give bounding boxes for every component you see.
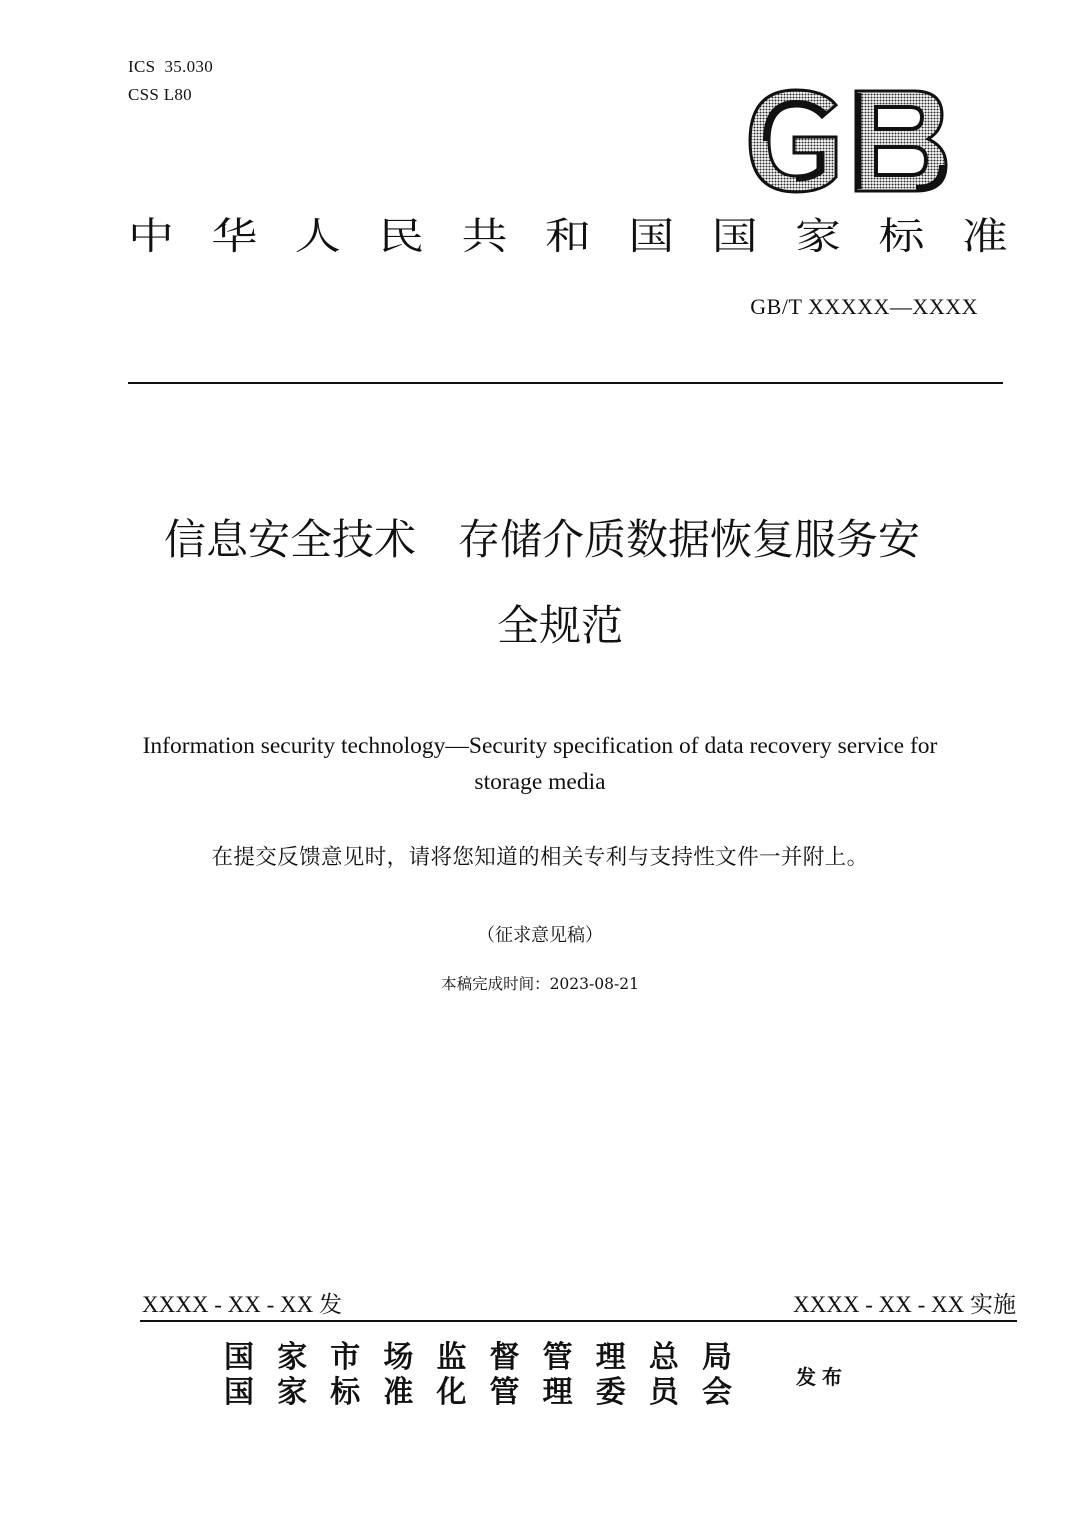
issuing-org-1 bbox=[224, 1340, 732, 1376]
national-standard-title-char: 国 bbox=[628, 213, 675, 259]
gb-logo-graphic bbox=[744, 87, 952, 195]
issuing-org-2-char: 标 bbox=[330, 1375, 361, 1410]
css-code: CSS L80 bbox=[128, 85, 192, 104]
issuing-org-1-char: 理 bbox=[595, 1340, 626, 1375]
national-standard-title-char: 标 bbox=[878, 213, 925, 259]
issuing-org-2-char: 委 bbox=[595, 1375, 626, 1410]
national-standard-title-char: 华 bbox=[211, 213, 258, 259]
issuing-org-1-char: 管 bbox=[542, 1340, 573, 1375]
national-standard-title bbox=[128, 206, 1008, 266]
issuing-org-1-char: 市 bbox=[330, 1340, 361, 1375]
chinese-title-line-1: 信息安全技术 存储介质数据恢复服务安 bbox=[163, 515, 920, 564]
draft-label: （征求意见稿） bbox=[477, 925, 603, 946]
national-standard-title-char: 共 bbox=[461, 213, 508, 259]
issuing-org-2-char: 化 bbox=[436, 1375, 467, 1410]
national-standard-title-char: 家 bbox=[795, 213, 842, 259]
national-standard-title-char: 中 bbox=[128, 213, 174, 259]
issuing-org-2 bbox=[224, 1375, 732, 1411]
issuing-org-1-char: 监 bbox=[436, 1340, 467, 1375]
footer-divider bbox=[140, 1320, 1017, 1322]
implementation-date: XXXX - XX - XX 实施 bbox=[793, 1292, 1016, 1317]
issuing-org-2-char: 理 bbox=[542, 1375, 573, 1410]
gb-logo bbox=[744, 87, 952, 195]
issuing-org-1-char: 国 bbox=[224, 1340, 254, 1375]
national-standard-title-char: 准 bbox=[961, 213, 1008, 259]
national-standard-title-char: 民 bbox=[378, 213, 425, 259]
completion-date: 本稿完成时间：2023-08-21 bbox=[441, 975, 639, 993]
issuing-org-2-char: 国 bbox=[224, 1375, 254, 1410]
publish-label: 发布 bbox=[796, 1365, 848, 1389]
standard-number: GB/T XXXXX—XXXX bbox=[750, 294, 978, 319]
issuing-org-2-char: 管 bbox=[489, 1375, 520, 1410]
national-standard-title-char: 和 bbox=[544, 213, 591, 259]
issuing-org-1-char: 场 bbox=[383, 1340, 414, 1375]
issuing-org-1-char: 督 bbox=[489, 1340, 520, 1375]
issue-date: XXXX - XX - XX 发 bbox=[142, 1292, 342, 1317]
issuing-org-2-char: 会 bbox=[701, 1375, 732, 1410]
issuing-org-1-char: 总 bbox=[648, 1340, 679, 1375]
chinese-title-line-2: 全规范 bbox=[496, 601, 623, 650]
issuing-org-2-char: 员 bbox=[648, 1375, 679, 1410]
english-title-line-1: Information security technology—Security specification of data recovery service for bbox=[142, 733, 938, 759]
national-standard-title-char: 国 bbox=[711, 213, 758, 259]
issuing-org-2-char: 准 bbox=[383, 1375, 414, 1410]
issuing-org-1-char: 局 bbox=[701, 1340, 732, 1375]
header-divider bbox=[128, 382, 1003, 384]
ics-code: ICS 35.030 bbox=[128, 57, 214, 76]
issuing-org-1-char: 家 bbox=[277, 1340, 308, 1375]
patent-note: 在提交反馈意见时，请将您知道的相关专利与支持性文件一并附上。 bbox=[211, 845, 869, 870]
national-standard-title-char: 人 bbox=[294, 213, 341, 259]
issuing-org-2-char: 家 bbox=[277, 1375, 308, 1410]
english-title-line-2: storage media bbox=[474, 769, 606, 795]
